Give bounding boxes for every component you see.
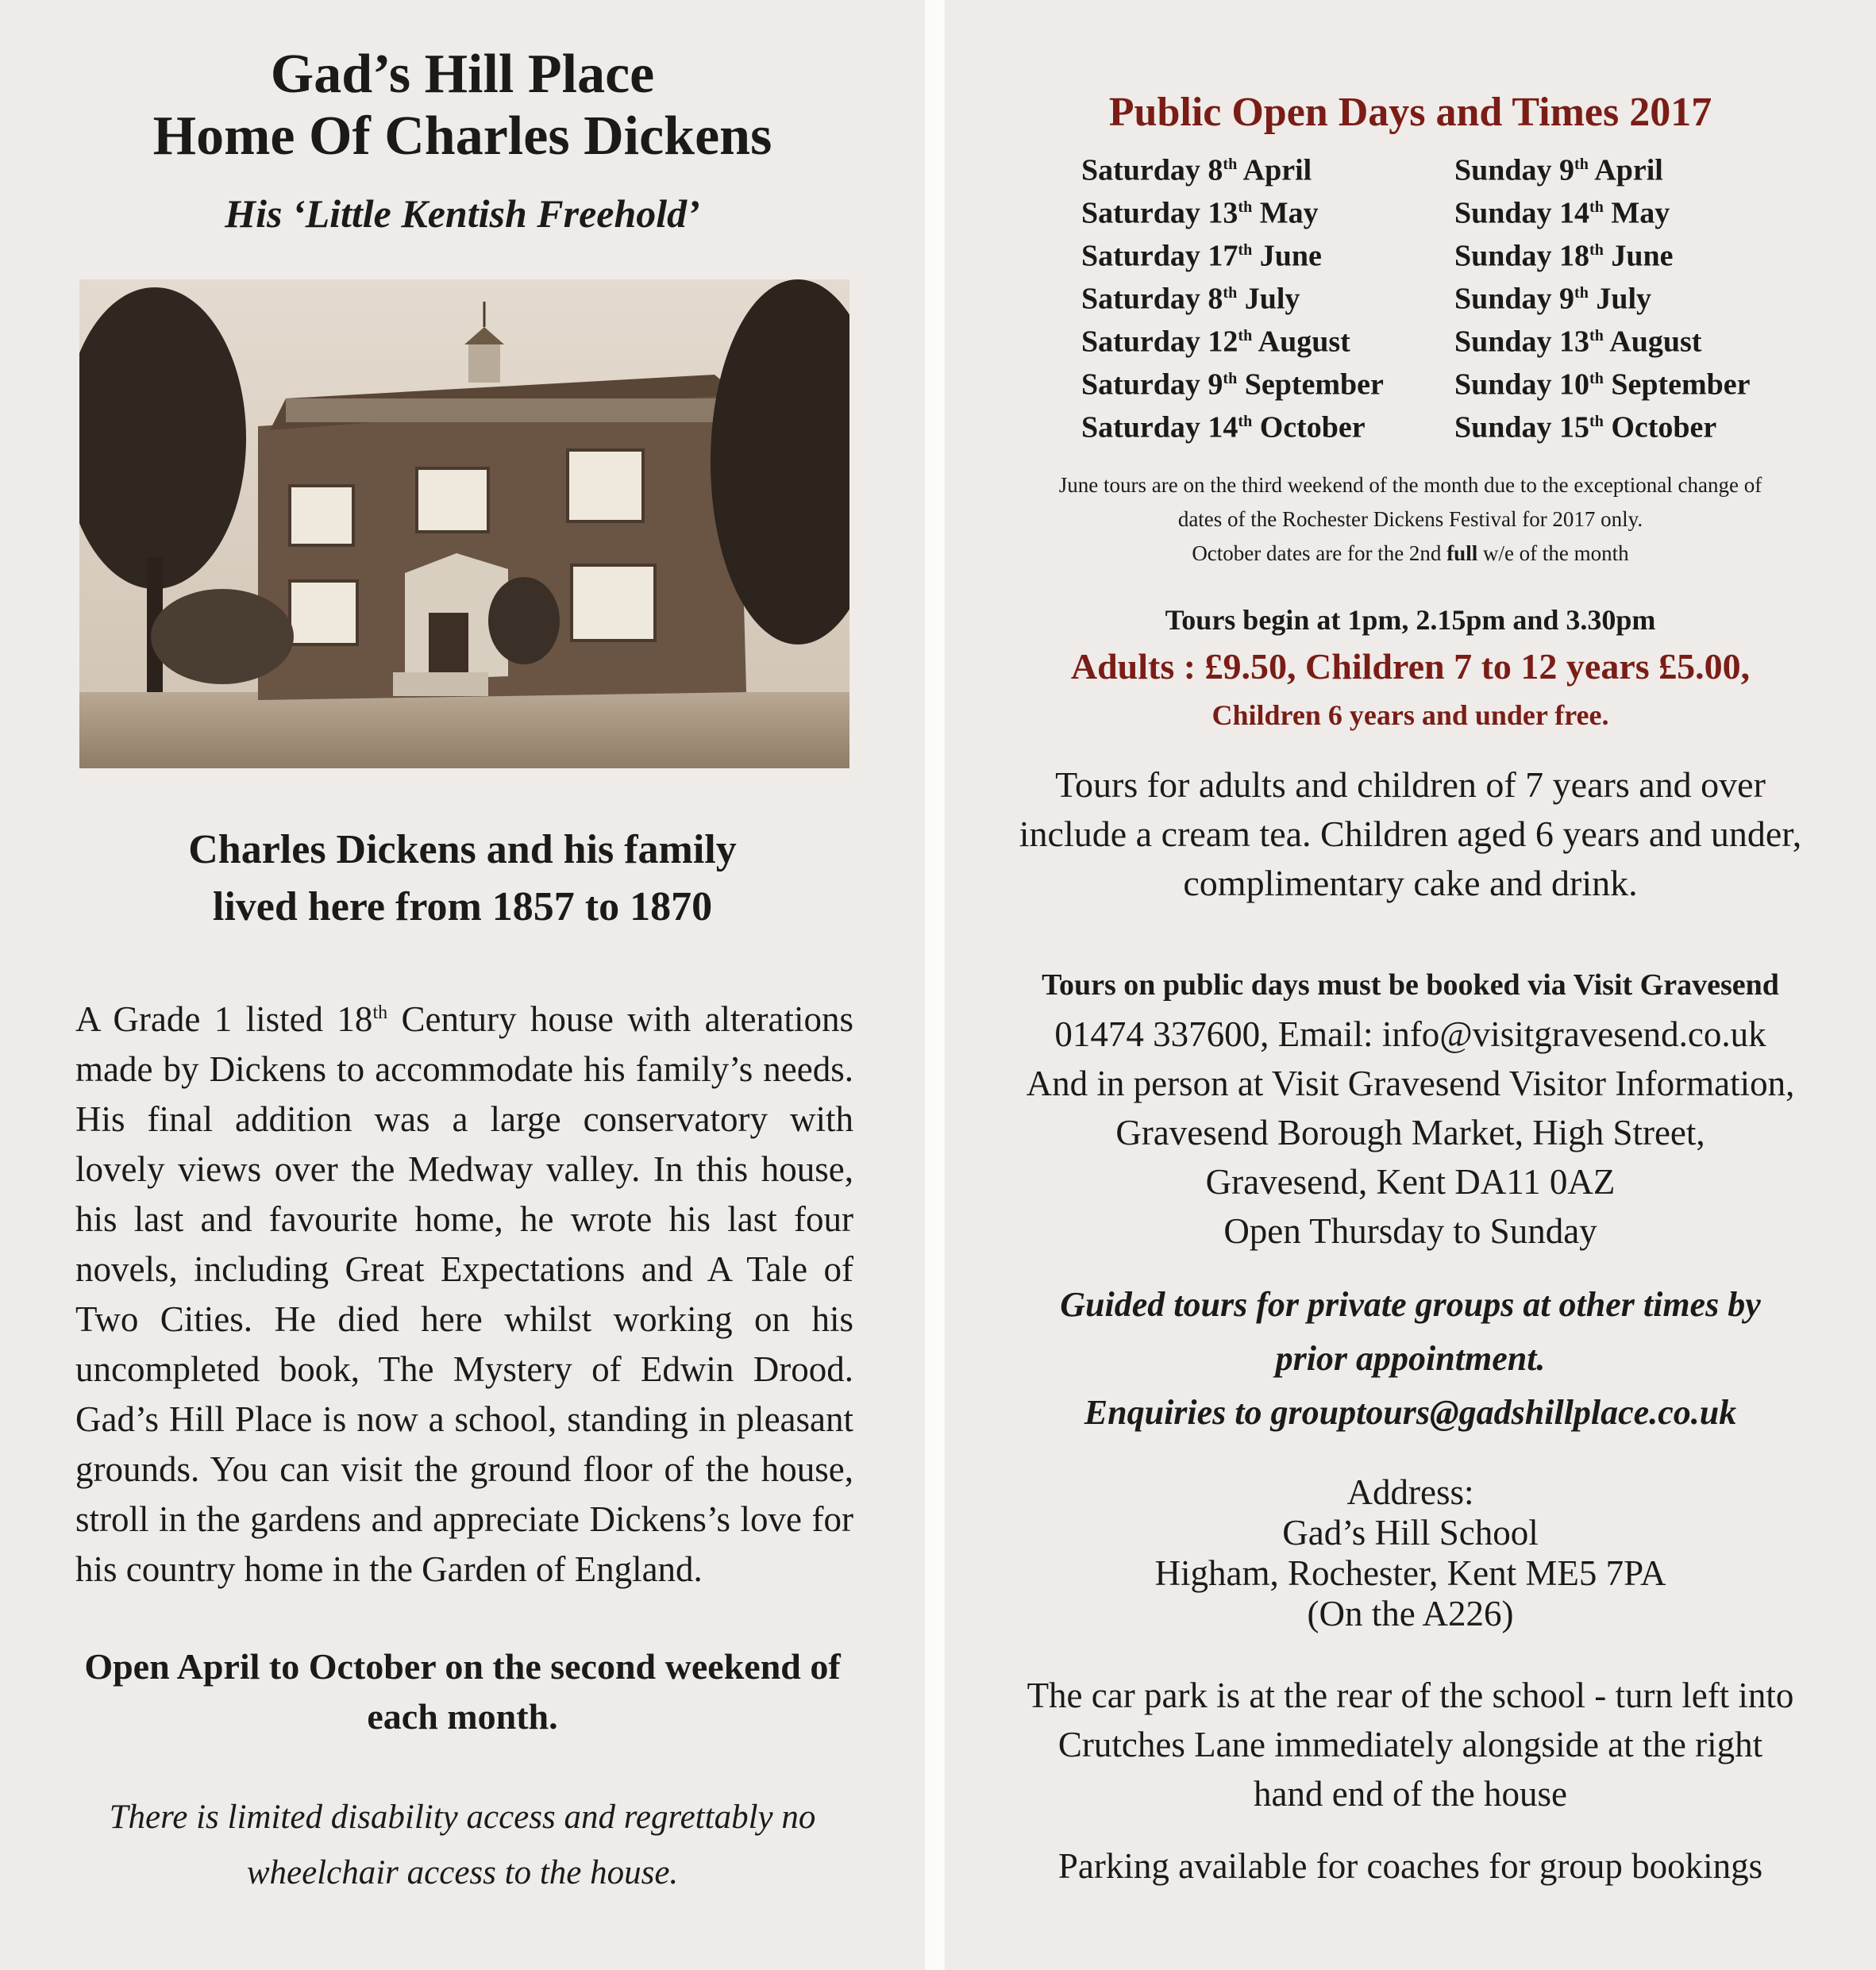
access-line-2: wheelchair access to the house. [246,1854,679,1891]
dates-row [1081,271,1796,314]
dates-row [1081,143,1796,186]
booking-info [945,960,1876,1256]
opening-notice [0,1641,925,1741]
residence-line-1: Charles Dickens and his family [188,827,737,872]
saturday-date: Saturday 14th October [1081,410,1366,444]
coach-parking-info: Parking available for coaches for group bookings [1057,1846,1763,1886]
title-line-2: Home Of Charles Dickens [152,106,772,167]
car-line-2: Crutches Lane immediately alongside at the right [1057,1725,1763,1764]
dates-table [1081,143,1796,443]
dates-row [1081,400,1796,443]
cream-line-2: include a cream tea. Children aged 6 years and under, [1019,814,1802,854]
left-panel [0,0,925,1970]
history-text-start: A Grade 1 listed 18 [75,999,373,1039]
note-line-1: June tours are on the third weekend of the month due to the exceptional change of [1058,473,1762,497]
booking-heading: Tours on public days must be booked via Visit Gravesend [1042,968,1779,1002]
sunday-date: Sunday 13th August [1454,325,1702,359]
accessibility-note [95,1790,830,1901]
ticket-prices: Adults : £9.50, Children 7 to 12 years £5.00, [1070,646,1751,687]
saturday-date: Saturday 9th September [1081,367,1384,402]
right-panel [945,0,1876,1970]
access-line-1: There is limited disability access and regrettably no [109,1799,816,1836]
address-line-2: Higham, Rochester, Kent ME5 7PA [1154,1553,1666,1593]
booking-address-2: Gravesend, Kent DA11 0AZ [1205,1162,1616,1202]
booking-address-1: Gravesend Borough Market, High Street, [1115,1113,1705,1152]
saturday-date: Saturday 13th May [1081,196,1319,230]
dates-row [1081,314,1796,357]
saturday-date: Saturday 8th July [1081,282,1300,316]
sunday-date: Sunday 18th June [1454,239,1674,273]
history-text-rest: Century house with alterations made by Dickens to accommodate his family’s needs. His final addition was a large conservatory with lovely views over the Medway valley. In this house, his last and favourite home, he wrote his last four novels, including Great Expectations and A Tale of Two Cities. He died here whilst working on his uncompleted book, The Mystery of Edwin Drood. Gad’s Hill Place is now a school, standing in pleasant grounds. You can visit the ground floor of the house, stroll in the gardens and appreciate Dickens’s love for his country home in the Garden of England. [75,999,853,1589]
residence-line-2: lived here from 1857 to 1870 [212,884,713,929]
schedule-note [992,468,1828,571]
saturday-date: Saturday 8th April [1081,153,1312,187]
sunday-date: Sunday 9th April [1454,153,1663,187]
car-line-1: The car park is at the rear of the school - turn left into [1027,1676,1794,1715]
panel-divider [925,0,945,1970]
cream-line-3: complimentary cake and drink. [1183,863,1638,903]
opening-line-1: Open April to October on the second weekend of [84,1646,841,1687]
booking-in-person: And in person at Visit Gravesend Visitor Information, [1026,1064,1795,1103]
cream-line-1: Tours for adults and children of 7 years and over [1055,764,1766,805]
booking-contact: 01474 337600, Email: info@visitgravesend.co.uk [1054,1014,1766,1054]
page-subtitle: His ‘Little Kentish Freehold’ [225,191,700,236]
title-line-1: Gad’s Hill Place [270,44,655,105]
tour-times: Tours begin at 1pm, 2.15pm and 3.30pm [1165,604,1656,636]
cream-tea-info [992,760,1828,908]
car-line-3: hand end of the house [1254,1774,1567,1814]
schedule-title: Public Open Days and Times 2017 [1108,90,1712,135]
dates-row [1081,186,1796,229]
saturday-date: Saturday 12th August [1081,325,1350,359]
opening-line-2: each month. [367,1696,558,1737]
booking-hours: Open Thursday to Sunday [1223,1211,1597,1251]
groups-line-1: Guided tours for private groups at other times by [1060,1285,1761,1324]
page-title [0,44,925,167]
school-address [945,1472,1876,1634]
dates-row [1081,357,1796,400]
address-label: Address: [1346,1472,1474,1512]
car-park-info [992,1671,1828,1818]
sunday-date: Sunday 9th July [1454,282,1652,316]
residence-heading [0,821,925,936]
dates-row [1081,229,1796,271]
history-superscript: th [372,1002,388,1023]
history-paragraph [75,988,853,1595]
group-tours-info [945,1278,1876,1440]
sunday-date: Sunday 14th May [1454,196,1670,230]
sunday-date: Sunday 15th October [1454,410,1717,444]
sunday-date: Sunday 10th September [1454,367,1751,402]
house-photo [79,279,849,768]
groups-line-3: Enquiries to grouptours@gadshillplace.co.uk [1084,1393,1737,1432]
note-line-2: dates of the Rochester Dickens Festival for 2017 only. [1177,507,1643,531]
note-line-3: October dates are for the 2nd full w/e of the month [1192,541,1629,565]
groups-line-2: prior appointment. [1275,1339,1546,1378]
address-line-1: Gad’s Hill School [1282,1513,1539,1553]
ticket-prices-free: Children 6 years and under free. [1212,699,1609,731]
address-line-3: (On the A226) [1307,1594,1514,1633]
saturday-date: Saturday 17th June [1081,239,1322,273]
